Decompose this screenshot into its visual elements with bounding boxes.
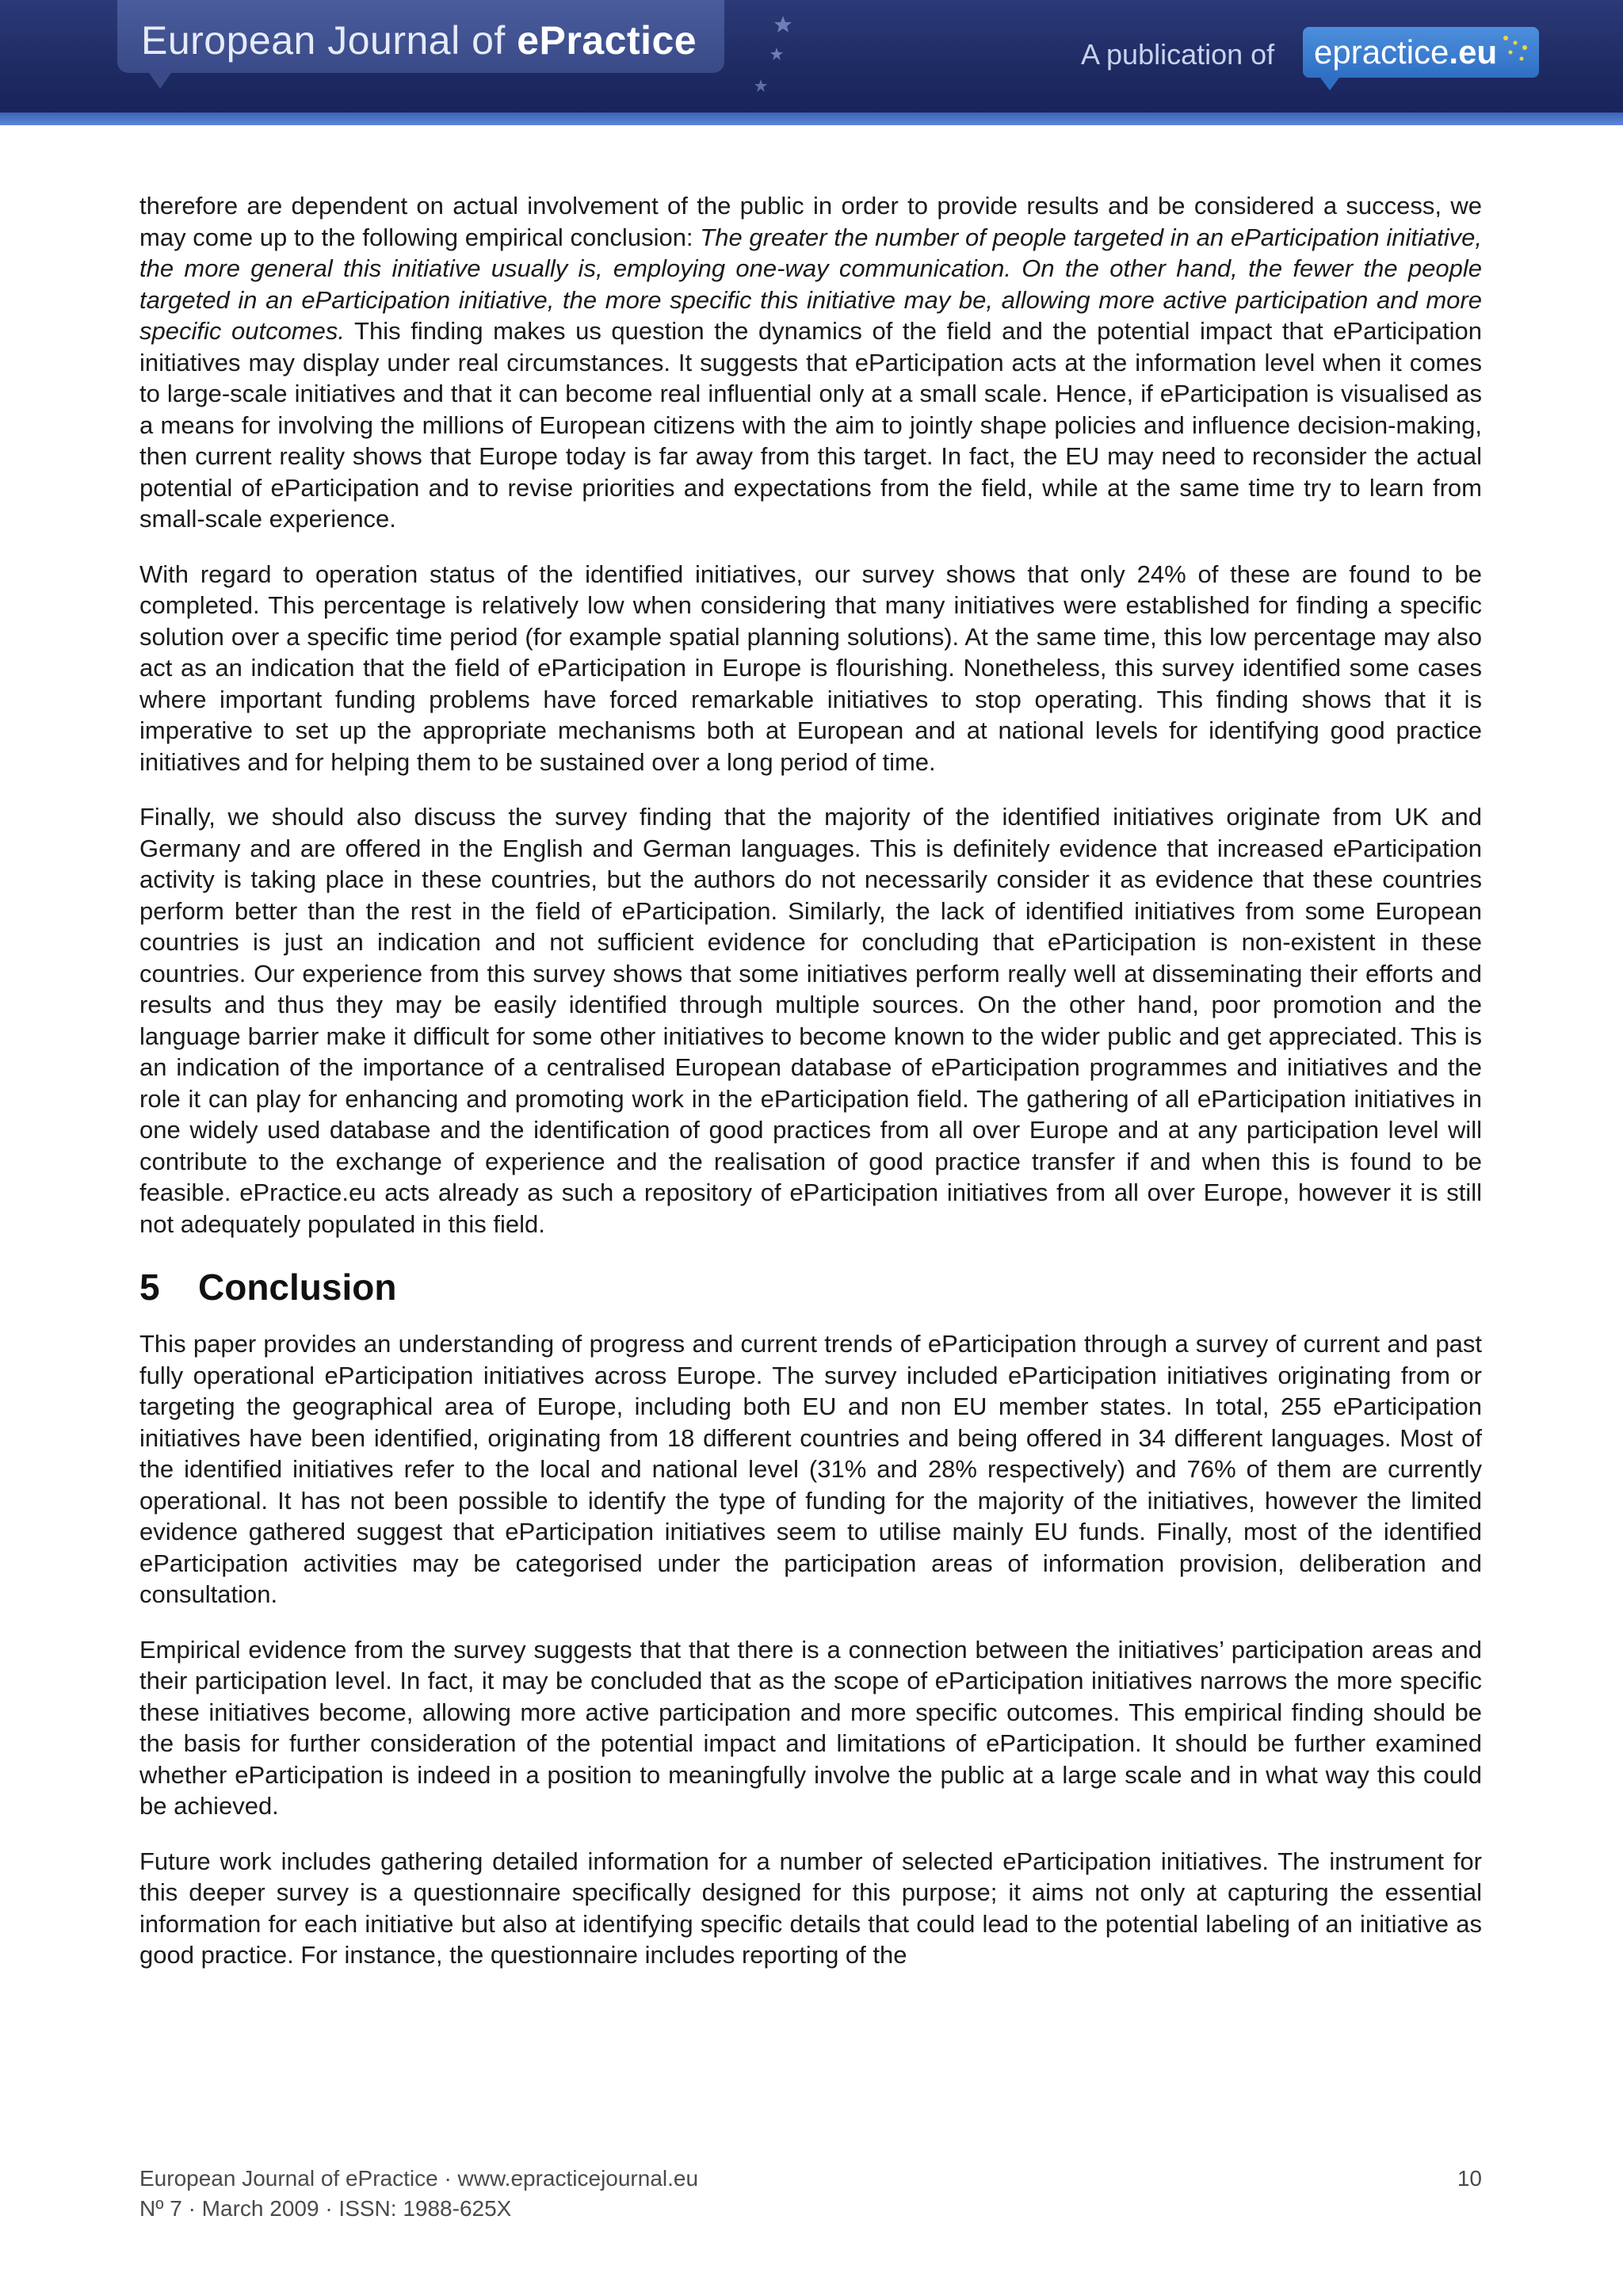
journal-banner [0, 0, 1623, 125]
paragraph-1: therefore are dependent on actual involvement of the public in order to provide results and be considered a success, we may come up to the following empirical conclusion: The greater the number of people targeted in an eParticipation initiative, the more general this initiative usually is, employing one-way communication. On the other hand, the fewer the people targeted in an eParticipation initiative, the more specific this initiative may be, allowing more active participation and more specific outcomes. This finding makes us question the dynamics of the field and the potential impact that eParticipation initiatives may display under real circumstances. It suggests that eParticipation acts at the information level when it comes to large-scale initiatives and that it can become real influential only at a small scale. Hence, if eParticipation is visualised as a means for involving the millions of European citizens with the aim to jointly shape policies and influence decision-making, then current reality shows that Europe today is far away from this target. In fact, the EU may need to reconsider the actual potential of eParticipation and to revise priorities and expectations from the field, while at the same time try to learn from small-scale experience. [139, 192, 1482, 533]
page-number: 10 [1457, 2166, 1482, 2191]
journal-title: European Journal of ePractice [141, 18, 697, 63]
section-title: Conclusion [198, 1266, 397, 1308]
paragraph-5: Empirical evidence from the survey suggests that that there is a connection between the initiatives’ participation areas and their participation level. In fact, it may be concluded that as the scope of eParticipation initiatives narrows the more specific these initiatives become, allowing more active participation and more specific outcomes. This empirical finding should be the basis for further consideration of the potential impact and limitations of eParticipation. It should be further examined whether eParticipation is indeed in a position to meaningfully involve the public at a large scale and in what way this could be achieved. [139, 1635, 1482, 1820]
paragraph-4: This paper provides an understanding of progress and current trends of eParticipation through a survey of current and past fully operational eParticipation initiatives across Europe. The survey included eParticipation initiatives originating from or targeting the geographical area of Europe, including both EU and non EU member states. In total, 255 eParticipation initiatives have been identified, originating from 18 different countries and being offered in 34 different languages. Most of the identified initiatives refer to the local and national level (31% and 28% respectively) and 76% of them are currently operational. It has not been possible to identify the type of funding for the majority of the initiatives, however the limited evidence gathered suggest that eParticipation initiatives seem to utilise mainly EU funds. Finally, most of the identified eParticipation activities may be categorised under the participation areas of information provision, deliberation and consultation. [139, 1330, 1482, 1608]
footer-journal-line: European Journal of ePractice · www.epracticejournal.eu [139, 2166, 699, 2191]
decorative-stars-icon [737, 8, 800, 103]
section-heading [139, 1263, 1482, 1311]
logo-text: epractice.eu [1314, 33, 1498, 71]
article-body [139, 190, 1482, 1995]
paragraph-6: Future work includes gathering detailed information for a number of selected eParticipation initiatives. The instrument for this deeper survey is a questionnaire specifically designed for this purpose; it aims not only at capturing the essential information for each initiative but also at identifying specific details that could lead to the potential labeling of an initiative as good practice. For instance, the questionnaire includes reporting of the [139, 1847, 1482, 1969]
publication-of-label: A publication of [1081, 38, 1275, 71]
empirical-conclusion: The greater the number of people targeted in an eParticipation initiative, the more general this initiative usually is, employing one-way communication. On the other hand, the fewer the people targeted in an eParticipation initiative, the more specific this initiative may be, allowing more active participation and more specific outcomes. [139, 223, 1482, 345]
banner-stripe [0, 113, 1623, 125]
section-number: 5 [139, 1266, 160, 1308]
paragraph-3: Finally, we should also discuss the survey finding that the majority of the identified initiatives originate from UK and Germany and are offered in the English and German languages. This is definitely evidence that increased eParticipation activity is taking place in these countries, but the authors do not necessarily consider it as evidence that these countries perform better than the rest in the field of eParticipation. Similarly, the lack of identified initiatives from some European countries is just an indication and not sufficient evidence for concluding that eParticipation is non-existent in these countries. Our experience from this survey shows that some initiatives perform really well at disseminating their efforts and results and thus they may be easily identified through multiple sources. On the other hand, poor promotion and the language barrier make it difficult for some other initiatives to become known to the wider public and get appreciated. This is an indication of the importance of a centralised European database of eParticipation programmes and initiatives and the role it can play for enhancing and promoting work in the eParticipation field. The gathering of all eParticipation initiatives in one widely used database and the identification of good practices from all over Europe and at any participation level will contribute to the exchange of experience and the realisation of good practice transfer if and when this is found to be feasible. ePractice.eu acts already as such a repository of eParticipation initiatives from all over Europe, however it is still not adequately populated in this field. [139, 803, 1482, 1238]
footer-issue-line: Nº 7 · March 2009 · ISSN: 1988-625X [139, 2196, 512, 2221]
epractice-logo[interactable] [1303, 27, 1539, 78]
journal-title-tab [117, 0, 724, 73]
eu-stars-icon [1498, 32, 1533, 67]
paragraph-2: With regard to operation status of the identified initiatives, our survey shows that only 24% of these are found to be completed. This percentage is relatively low when considering that many initiatives were established for finding a specific solution over a specific time period (for example spatial planning solutions). At the same time, this low percentage may also act as an indication that the field of eParticipation in Europe is flourishing. Nonetheless, this survey identified some cases where important funding problems have forced remarkable initiatives to stop operating. This finding shows that it is imperative to set up the appropriate mechanisms both at European and at national levels for identifying good practice initiatives and for helping them to be sustained over a long period of time. [139, 560, 1482, 776]
page-footer [139, 2164, 1482, 2224]
